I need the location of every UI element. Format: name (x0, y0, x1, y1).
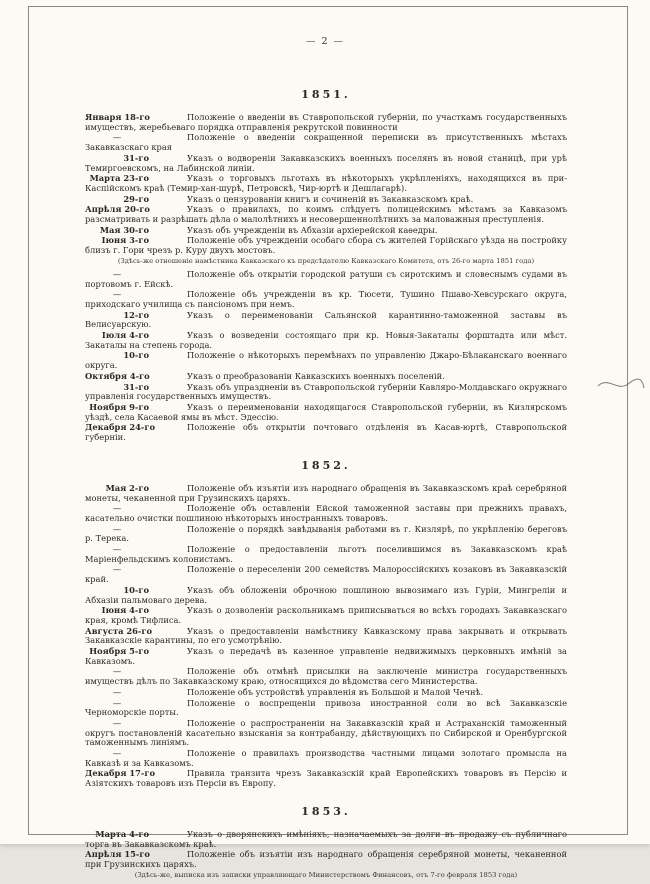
entry-text: Указъ о преобразованіи Кавказскихъ военныхъ поселеній. (187, 370, 445, 381)
entry-text: Положеніе объ открытіи почтоваго отдѣленія въ Касав-юртѣ, Ставропольской губерніи. (85, 422, 567, 443)
year-heading: 1851. (301, 88, 351, 101)
entry-date: Ноября 5-го (89, 646, 149, 657)
entry-row (85, 236, 567, 255)
year-heading: 1853. (301, 804, 351, 818)
entry-date: — (112, 717, 122, 728)
entry-date: — (112, 666, 122, 677)
entry-text: Положеніе объ изъятіи изъ народнаго обращенія въ Закавказскомъ краѣ серебряной монеты, чеканенной при Грузинскихъ царяхъ. (85, 482, 567, 503)
entry-date: — (112, 268, 122, 279)
entry-text: Положеніе о правилахъ производства частными лицами золотаго промысла на Кавказѣ и за Кавказомъ. (85, 748, 567, 768)
entry-date: Ноября 9-го (89, 401, 149, 412)
entry-text: Указъ о переименованіи Сальянской карантинно-таможенной заставы въ Велисуарскую. (85, 309, 567, 330)
entry-text: Указъ о цензурованіи книгъ и сочиненій въ Закавказскомъ краѣ. (187, 193, 474, 204)
entry-date: — (112, 748, 122, 759)
entry-text: Положеніе объ открытіи городской ратуши съ сиротскимъ и словеснымъ судами въ портовомъ г. Ейскѣ. (85, 268, 567, 289)
entry-date: Апрѣля 15-го (85, 849, 150, 860)
entry-text: Указъ о переименованіи находящагося Ставропольской губерніи, въ Кизлярскомъ уѣздѣ, села Касаевой ямы въ мѣст. Эдессію. (85, 401, 567, 422)
entry-note: (Здѣсь-же отношеніе намѣстника Кавказскаго къ предсѣдателю Кавказскаго Комитета, отъ 26-го марта 1851 года) (117, 256, 535, 265)
sections (85, 88, 567, 879)
entry-text: Указъ о дозволеніи раскольникамъ приписываться во всѣхъ городахъ Закавказскаго края, кромѣ Тифлиса. (85, 605, 567, 625)
entry-row (85, 749, 567, 768)
entry-row (85, 195, 567, 205)
entry-text: Указъ объ учрежденіи въ Абхазіи архіерейской каѳедры. (187, 224, 438, 235)
entry-row (85, 290, 567, 309)
entry-date: — (112, 132, 122, 143)
entry-date: 10-го (123, 584, 149, 595)
page-number-value: 2 (321, 36, 329, 47)
index-content (85, 88, 567, 884)
entry-date: Іюня 3-го (101, 235, 149, 246)
entry-note: (Здѣсь-же, выписка изъ записки управляющаго Министерствомъ Финансовъ, отъ 7-го февраля 1853 года) (134, 870, 518, 879)
entry-row (85, 586, 567, 605)
entry-row (85, 403, 567, 422)
entry-text: Положеніе о распространеніи на Закавказскій край и Астраханскій таможенный округъ постановленій касательно взысканія за контрабанду, дѣйствующихъ по Сибирской и Оренбургской таможеннымъ линіямъ. (85, 717, 567, 748)
entry-date: Декабря 17-го (85, 768, 155, 779)
entry-text: Правила транзита чрезъ Закавказскій край Европейскихъ товаровъ въ Персію и Азіятскихъ товаровъ изъ Персіи въ Европу. (85, 768, 567, 789)
entry-text: Положеніе объ оставленіи Ейской таможенной заставы при прежнихъ правахъ, касательно очистки пошлиною нѣкоторыхъ иностранныхъ товаровъ. (85, 503, 567, 523)
entry-date: Мая 30-го (99, 224, 149, 235)
entry-date: — (112, 544, 122, 555)
year-heading: 1852. (301, 458, 351, 472)
entry-date: Апрѣля 20-го (85, 204, 150, 215)
entry-date: Декабря 24-го (85, 422, 155, 433)
entry-row (85, 504, 567, 523)
entry-row (85, 769, 567, 788)
entry-text: Положеніе о воспрещеніи привоза иностранной соли во всѣ Закавказскіе Черноморскіе порты. (85, 697, 567, 718)
entry-date: Января 18-го (85, 112, 150, 122)
entry-row (85, 667, 567, 686)
entry-row (85, 850, 567, 869)
entry-text: Указъ о торговыхъ льготахъ въ нѣкоторыхъ укрѣпленіяхъ, находящихся въ при-Каспійскомъ краѣ (Темир-хан-шурѣ, Петровскѣ, Чир-юртѣ и Дешлагарѣ). (85, 173, 567, 193)
entry-date: 12-го (123, 309, 149, 320)
entry-date: Марта 4-го (95, 828, 149, 839)
entry-date: Іюля 4-го (101, 330, 149, 341)
entry-date: 29-го (123, 193, 149, 204)
entry-text: Положеніе о предоставленіи льготъ поселившимся въ Закавказскомъ краѣ Маріенфельдскимъ колонистамъ. (85, 544, 567, 564)
scan-artifact-squiggle (596, 372, 646, 398)
entry-date: — (112, 686, 122, 697)
entry-text: Указъ о возведеніи состоящаго при кр. Новыя-Закаталы форштадта или мѣст. Закаталы на степень города. (85, 330, 567, 350)
entry-date: Октября 4-го (85, 370, 150, 381)
entry-row (85, 205, 567, 224)
entry-row (85, 423, 567, 442)
entry-text: Указъ объ упраздненіи въ Ставропольской губерніи Кавляро-Молдавскаго окружнаго управленія государственныхъ имуществъ. (85, 381, 567, 402)
entry-text: Указъ о дворянскихъ имѣніяхъ, назначаемыхъ за долги въ продажу съ публичнаго торга въ Закавказскомъ краѣ. (85, 828, 567, 849)
entry-text: Указъ о правилахъ, по коимъ слѣдуетъ полицейскимъ мѣстамъ за Кавказомъ разсматривать и разрѣшать дѣла о малолѣтнихъ и несовершеннолѣтнихъ за маловажныя преступленія. (85, 204, 567, 225)
entry-row (85, 830, 567, 849)
entry-row (85, 719, 567, 748)
entry-row (85, 174, 567, 193)
entry-row (85, 545, 567, 564)
entry-date: — (112, 564, 122, 575)
entry-text: Указъ о водвореніи Закавказскихъ военныхъ поселянъ въ новой станицѣ, при урѣ Темиргоевскомъ, на Лабинской линіи. (85, 152, 567, 173)
entry-text: Положеніе о нѣкоторыхъ перемѣнахъ по управленію Джаро-Бѣлаканскаго военнаго округа. (85, 350, 567, 371)
entry-date: — (112, 523, 122, 534)
entry-row (85, 372, 567, 382)
entry-text: Положеніе о введеніи въ Ставропольской губерніи, по участкамъ государственныхъ имуществъ, жеребьеваго порядка отправленія рекрутской повинности (85, 112, 567, 132)
entry-date: — (112, 289, 122, 300)
entry-text: Указъ о предоставленіи намѣстнику Кавказскому права закрывать и открывать Закавказскіе карантины, по его усмотрѣнію. (85, 625, 567, 646)
entry-date: — (112, 503, 122, 514)
entry-row (85, 688, 567, 698)
entry-date: 10-го (123, 350, 149, 361)
page-number-dash-right: — (333, 36, 345, 47)
entry-row (85, 311, 567, 330)
year-section (85, 805, 567, 879)
entry-row (85, 331, 567, 350)
page-number-dash-left: — (305, 36, 317, 47)
entry-text: Положеніе объ отмѣнѣ присылки на заключеніе министра государственныхъ имуществъ дѣлъ по Закавказскому краю, относящихся до вѣдомства сего Министерства. (85, 666, 567, 687)
entry-row (85, 351, 567, 370)
entry-text: Указъ объ обложеніи оброчною пошлиною вывозимаго изъ Гуріи, Мингреліи и Абхазіи пальмоваго дерева. (85, 584, 567, 605)
entry-text: Положеніе объ учрежденіи въ кр. Тюсети, Тушино Пшаво-Хевсурскаго округа, приходскаго училища съ пансіономъ при немъ. (85, 289, 567, 309)
entry-row (85, 154, 567, 173)
entry-row (85, 226, 567, 236)
entry-row (85, 606, 567, 625)
page-number (0, 36, 650, 47)
entry-text: Положеніе объ учрежденіи особаго сбора съ жителей Горійскаго уѣзда на постройку близъ г. Гори чрезъ р. Куру двухъ мостовъ. (85, 235, 567, 256)
entry-text: Указъ о передачѣ въ казенное управленіе недвижимыхъ церковныхъ имѣній за Кавказомъ. (85, 646, 567, 666)
year-section (85, 459, 567, 789)
entry-date: Марта 23-го (89, 173, 149, 184)
entry-text: Положеніе объ устройствѣ управленія въ Большой и Малой Чечнѣ. (187, 686, 484, 697)
entry-text: Положеніе объ изъятіи изъ народнаго обращенія серебряной монеты, чеканенной при Грузинскихъ царяхъ. (85, 849, 567, 869)
entry-date: Августа 26-го (85, 625, 152, 636)
entry-date: Іюня 4-го (101, 605, 149, 616)
entry-text: Положеніе о порядкѣ завѣдыванія работами въ г. Кизлярѣ, по укрѣпленію береговъ р. Терека. (85, 523, 567, 544)
entry-row (85, 525, 567, 544)
entry-date: Мая 2-го (105, 482, 149, 493)
entry-date: — (112, 697, 122, 708)
entry-row (85, 270, 567, 289)
entry-date: 31-го (123, 152, 149, 163)
entry-row (85, 383, 567, 402)
entry-date: 31-го (123, 381, 149, 392)
entry-text: Положеніе о переселеніи 200 семействъ Малороссійскихъ козаковъ въ Закавказскій край. (85, 564, 567, 585)
entry-text: Положеніе о введеніи сокращенной переписки въ присутственныхъ мѣстахъ Закавказскаго края (85, 132, 567, 153)
entry-row (85, 113, 567, 132)
entry-row (85, 565, 567, 584)
entry-row (85, 484, 567, 503)
year-section (85, 88, 567, 443)
entry-row (85, 699, 567, 718)
entry-row (85, 627, 567, 646)
entry-row (85, 133, 567, 152)
entry-row (85, 647, 567, 666)
